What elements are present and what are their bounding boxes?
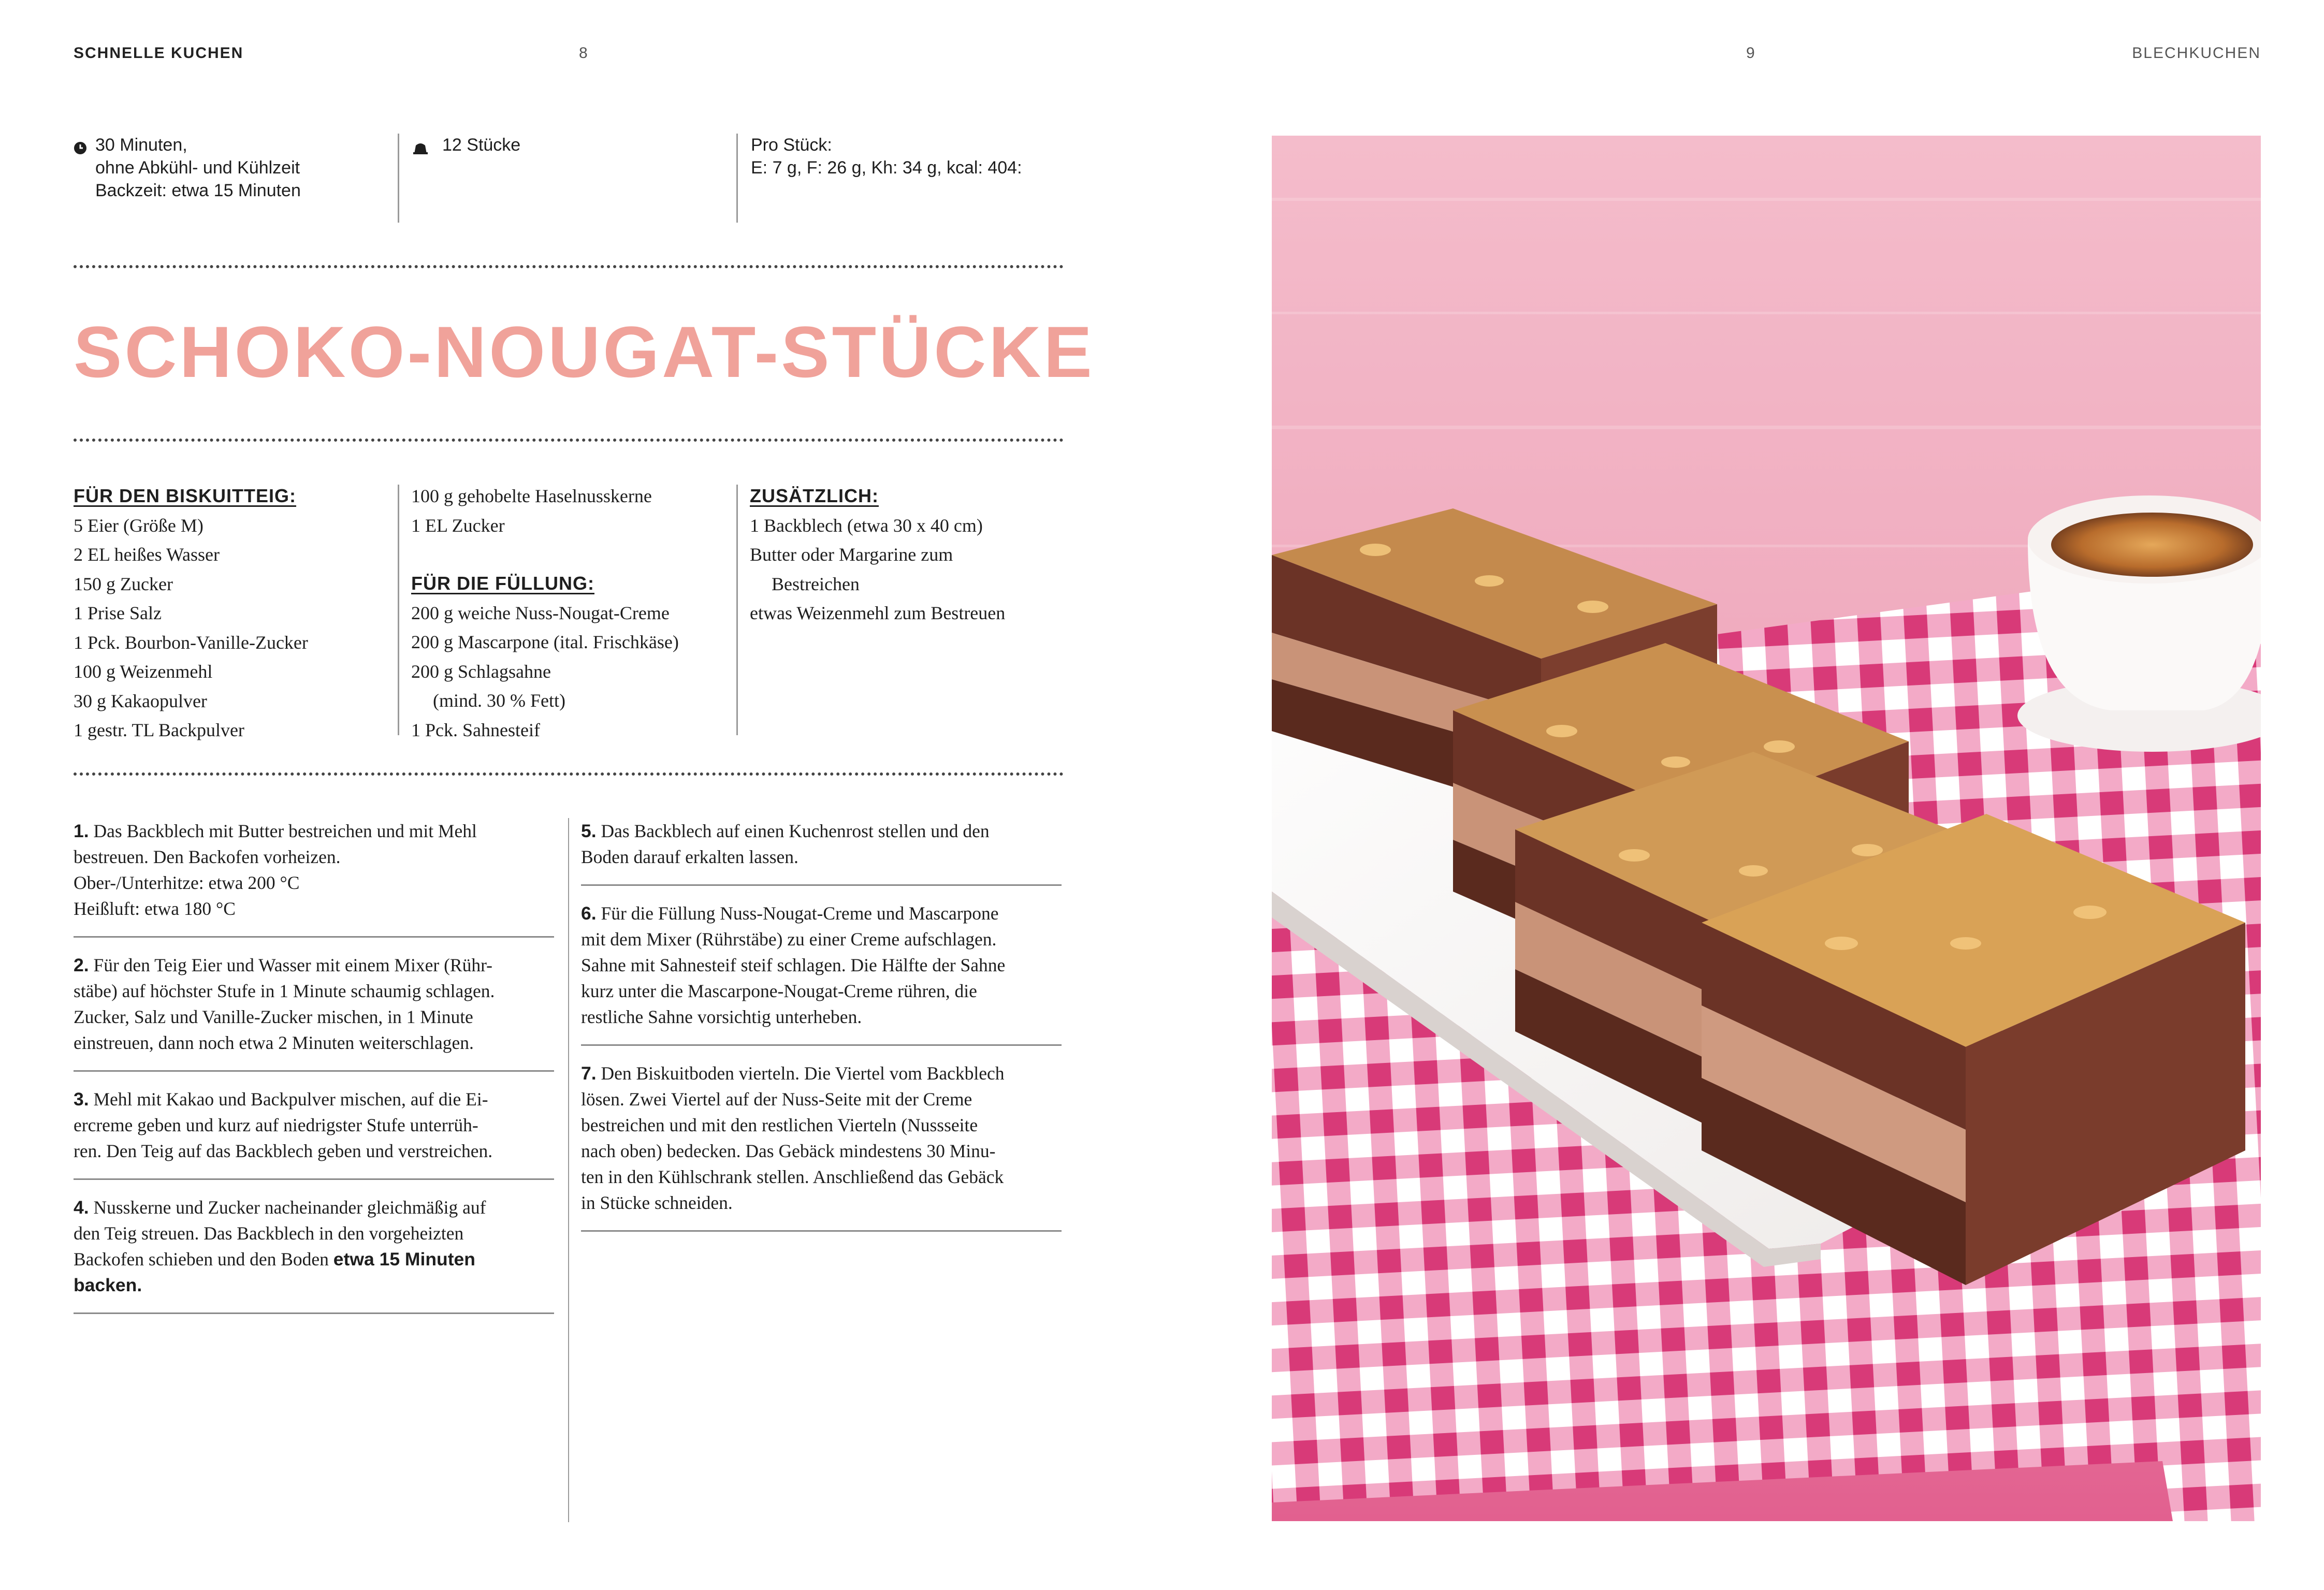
step-text: restliche Sahne vorsichtig unterheben.	[581, 1006, 862, 1027]
step-1	[74, 818, 554, 938]
ingredient-item: 1 Pck. Bourbon-Vanille-Zucker	[74, 632, 308, 653]
step-number: 4.	[74, 1197, 89, 1218]
ingredients-column-2	[411, 482, 679, 745]
ingredients-column-3	[750, 482, 1005, 628]
step-text: Für den Teig Eier und Wasser mit einem Mixer (Rühr-	[93, 955, 492, 975]
step-6	[581, 900, 1062, 1046]
nutrition-line: Pro Stück:	[751, 135, 832, 155]
step-text: den Teig streuen. Das Backblech in den vorgeheizten	[74, 1223, 464, 1244]
ingredients-heading: FÜR DEN BISKUITTEIG:	[74, 485, 296, 506]
step-text: bestreichen und mit den restlichen Vierteln (Nussseite	[581, 1115, 978, 1135]
step-text: stäbe) auf höchster Stufe in 1 Minute schaumig schlagen.	[74, 981, 495, 1001]
step-text: Das Backblech auf einen Kuchenrost stellen und den	[601, 821, 990, 841]
ingredient-item: 1 gestr. TL Backpulver	[74, 720, 244, 740]
yield-text: 12 Stücke	[442, 135, 521, 155]
prep-time-line: 30 Minuten,	[95, 135, 187, 155]
clock-icon	[74, 138, 87, 161]
ingredient-item: etwas Weizenmehl zum Bestreuen	[750, 603, 1006, 623]
step-emphasis: etwa 15 Minuten	[333, 1249, 475, 1270]
step-number: 1.	[74, 821, 89, 841]
nutrition-line: E: 7 g, F: 26 g, Kh: 34 g, kcal: 404:	[751, 158, 1022, 178]
step-text: Heißluft: etwa 180 °C	[74, 898, 236, 919]
step-3	[74, 1086, 554, 1180]
prep-time	[74, 134, 301, 202]
step-number: 7.	[581, 1063, 597, 1084]
ingredient-item: 200 g weiche Nuss-Nougat-Creme	[411, 602, 670, 623]
running-header-left: SCHNELLE KUCHEN	[74, 45, 244, 62]
column-divider	[398, 485, 399, 735]
step-text: mit dem Mixer (Rührstäbe) zu einer Creme aufschlagen.	[581, 929, 997, 950]
steps-column-right	[581, 818, 1062, 1246]
ingredient-item: 1 Pck. Sahnesteif	[411, 719, 540, 740]
dotted-divider	[74, 772, 1064, 776]
cake-icon	[412, 138, 429, 161]
step-text: einstreuen, dann noch etwa 2 Minuten weiterschlagen.	[74, 1032, 474, 1053]
prep-time-line: ohne Abkühl- und Kühlzeit	[95, 158, 300, 178]
ingredients-heading: ZUSÄTZLICH:	[750, 485, 879, 506]
ingredient-item: 30 g Kakaopulver	[74, 690, 207, 711]
ingredients-heading: FÜR DIE FÜLLUNG:	[411, 573, 594, 594]
column-divider	[736, 134, 738, 223]
step-text: bestreuen. Den Backofen vorheizen.	[74, 847, 341, 867]
page-number-left: 8	[579, 45, 588, 62]
step-text: lösen. Zwei Viertel auf der Nuss-Seite mit der Creme	[581, 1089, 972, 1110]
step-text: Sahne mit Sahnesteif steif schlagen. Die Hälfte der Sahne	[581, 955, 1006, 975]
step-emphasis: backen.	[74, 1275, 142, 1295]
dotted-divider	[74, 439, 1064, 442]
step-text: ercreme geben und kurz auf niedrigster Stufe unterrüh-	[74, 1115, 478, 1135]
step-7	[581, 1060, 1062, 1232]
step-text: Mehl mit Kakao und Backpulver mischen, auf die Ei-	[93, 1089, 488, 1110]
step-text: ren. Den Teig auf das Backblech geben und verstreichen.	[74, 1141, 493, 1161]
step-text: Nusskerne und Zucker nacheinander gleichmäßig auf	[93, 1197, 486, 1218]
running-header-right: BLECHKUCHEN	[2132, 45, 2261, 62]
step-2	[74, 952, 554, 1072]
prep-time-line: Backzeit: etwa 15 Minuten	[95, 181, 301, 200]
ingredient-item: 1 EL Zucker	[411, 515, 505, 536]
step-text: Backofen schieben und den Boden	[74, 1249, 329, 1270]
ingredient-item: 1 Backblech (etwa 30 x 40 cm)	[750, 515, 983, 536]
step-text: Das Backblech mit Butter bestreichen und mit Mehl	[93, 821, 477, 841]
ingredient-item: 1 Prise Salz	[74, 603, 162, 623]
step-number: 3.	[74, 1089, 89, 1110]
ingredient-item: 150 g Zucker	[74, 573, 173, 594]
step-number: 6.	[581, 903, 597, 924]
ingredient-item: 200 g Schlagsahne	[411, 661, 551, 682]
step-5	[581, 818, 1062, 886]
ingredient-item: 100 g gehobelte Haselnusskerne	[411, 486, 652, 506]
step-text: in Stücke schneiden.	[581, 1192, 733, 1213]
dotted-divider	[74, 265, 1064, 268]
ingredient-item: Bestreichen	[772, 573, 860, 594]
step-number: 2.	[74, 955, 89, 975]
column-divider	[568, 818, 569, 1522]
ingredients-column-1	[74, 482, 308, 745]
ingredient-item: Butter oder Margarine zum	[750, 544, 953, 565]
page-number-right: 9	[1746, 45, 1755, 62]
step-text: kurz unter die Mascarpone-Nougat-Creme rühren, die	[581, 981, 977, 1001]
step-text: Zucker, Salz und Vanille-Zucker mischen, in 1 Minute	[74, 1006, 473, 1027]
ingredient-item: (mind. 30 % Fett)	[433, 690, 565, 711]
nutrition	[751, 134, 1022, 179]
step-number: 5.	[581, 821, 597, 841]
step-text: Den Biskuitboden vierteln. Die Viertel vom Backblech	[601, 1063, 1005, 1084]
recipe-title: SCHOKO-NOUGAT-STÜCKE	[74, 311, 1095, 392]
yield	[412, 134, 520, 156]
step-text: Boden darauf erkalten lassen.	[581, 847, 798, 867]
ingredient-item: 5 Eier (Größe M)	[74, 515, 204, 536]
ingredient-item: 200 g Mascarpone (ital. Frischkäse)	[411, 632, 679, 652]
ingredient-item: 2 EL heißes Wasser	[74, 544, 220, 565]
column-divider	[398, 134, 399, 223]
step-text: Für die Füllung Nuss-Nougat-Creme und Mascarpone	[601, 903, 999, 924]
step-text: nach oben) bedecken. Das Gebäck mindestens 30 Minu-	[581, 1141, 996, 1161]
step-4	[74, 1194, 554, 1314]
step-text: ten in den Kühlschrank stellen. Anschließend das Gebäck	[581, 1166, 1004, 1187]
step-text: Ober-/Unterhitze: etwa 200 °C	[74, 872, 300, 893]
steps-column-left	[74, 818, 554, 1329]
ingredient-item: 100 g Weizenmehl	[74, 661, 213, 682]
column-divider	[736, 485, 738, 735]
recipe-photo	[1272, 136, 2261, 1521]
coffee-cup	[2017, 495, 2261, 752]
